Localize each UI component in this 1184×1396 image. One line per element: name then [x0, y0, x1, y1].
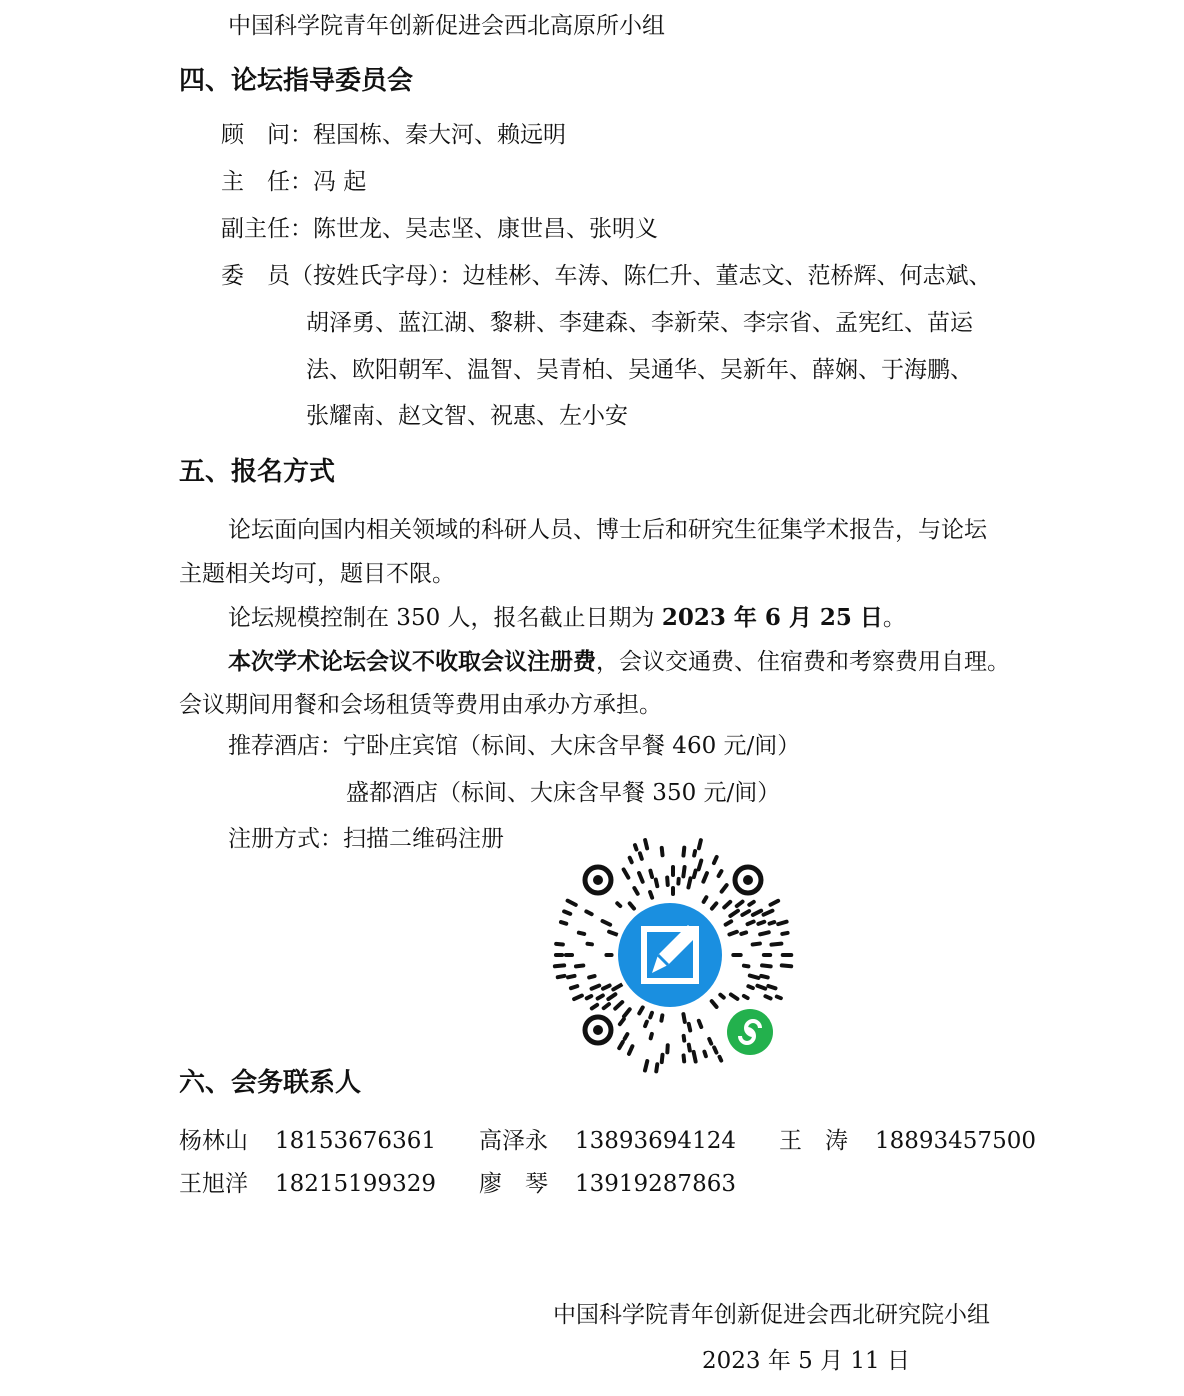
hotel-1: 宁卧庄宾馆（标间、大床含早餐 460 元/间） [343, 733, 801, 759]
section-heading-contacts: 六、会务联系人 [179, 1068, 362, 1098]
fee-notice: 本次学术论坛会议不收取会议注册费 [228, 648, 596, 675]
advisors-names: 程国栋、秦大河、赖远明 [313, 122, 566, 148]
miniprogram-icon [727, 1009, 773, 1055]
intro-paragraph-line2: 主题相关均可，题目不限。 [179, 561, 455, 587]
contact-name: 王旭洋 [179, 1171, 248, 1197]
director-row [221, 167, 366, 197]
hotel-row-1 [228, 731, 800, 761]
contact-row-1 [179, 1126, 1036, 1156]
contact-phone: 18215199329 [275, 1171, 436, 1197]
hotel-2: 盛都酒店（标间、大床含早餐 350 元/间） [346, 780, 781, 806]
deadline-date: 2023 年 6 月 25 日 [661, 604, 883, 631]
members-names-line4: 张耀南、赵文智、祝惠、左小安 [306, 403, 628, 429]
members-row [221, 261, 992, 291]
contact-name: 廖 琴 [479, 1171, 548, 1197]
members-names-line1: 边桂彬、车涛、陈仁升、董志文、范桥辉、何志斌、 [462, 263, 992, 289]
director-label: 主 任： [221, 169, 313, 195]
members-names-line2: 胡泽勇、蓝江湖、黎耕、李建森、李新荣、李宗省、孟宪红、苗运 [306, 310, 973, 336]
deadline-paragraph [228, 603, 906, 633]
contact-phone: 18153676361 [275, 1128, 436, 1154]
deadline-end: 。 [882, 605, 906, 631]
contact-name: 高泽永 [479, 1128, 548, 1154]
intro-paragraph-line1: 论坛面向国内相关领域的科研人员、博士后和研究生征集学术报告，与论坛 [228, 517, 987, 543]
contact-phone: 13919287863 [575, 1171, 736, 1197]
contact-row-2 [179, 1169, 1009, 1199]
hotel-label: 推荐酒店： [228, 733, 343, 759]
vice-director-row [221, 214, 658, 244]
register-label: 注册方式： [228, 826, 343, 852]
advisors-label: 顾 问： [221, 122, 313, 148]
deadline-text: 论坛规模控制在 350 人，报名截止日期为 [228, 605, 662, 631]
issue-date: 2023 年 5 月 11 日 [702, 1348, 910, 1374]
section-heading-committee: 四、论坛指导委员会 [179, 66, 414, 96]
register-text: 扫描二维码注册 [343, 826, 504, 852]
section-heading-registration: 五、报名方式 [179, 457, 336, 487]
registration-qr-code[interactable] [548, 830, 798, 1080]
fee-details: ，会议交通费、住宿费和考察费用自理。 [596, 649, 1010, 675]
contact-name: 杨林山 [179, 1128, 248, 1154]
contact-phone: 13893694124 [575, 1128, 736, 1154]
director-name: 冯 起 [313, 169, 367, 195]
contact-phone: 18893457500 [875, 1128, 1036, 1154]
advisors-row [221, 120, 566, 150]
fee-paragraph-line2: 会议期间用餐和会场租赁等费用由承办方承担。 [179, 692, 662, 718]
vice-director-names: 陈世龙、吴志坚、康世昌、张明义 [313, 216, 658, 242]
vice-director-label: 副主任： [221, 216, 313, 242]
signature: 中国科学院青年创新促进会西北研究院小组 [553, 1302, 990, 1328]
members-names-line3: 法、欧阳朝军、温智、吴青柏、吴通华、吴新年、薛娴、于海鹏、 [306, 357, 973, 383]
contact-name: 王 涛 [779, 1128, 848, 1154]
fee-paragraph-line1 [228, 647, 1010, 677]
organizer-line: 中国科学院青年创新促进会西北高原所小组 [228, 13, 665, 39]
register-row [228, 824, 504, 854]
members-label: 委 员（按姓氏字母）： [221, 263, 463, 289]
